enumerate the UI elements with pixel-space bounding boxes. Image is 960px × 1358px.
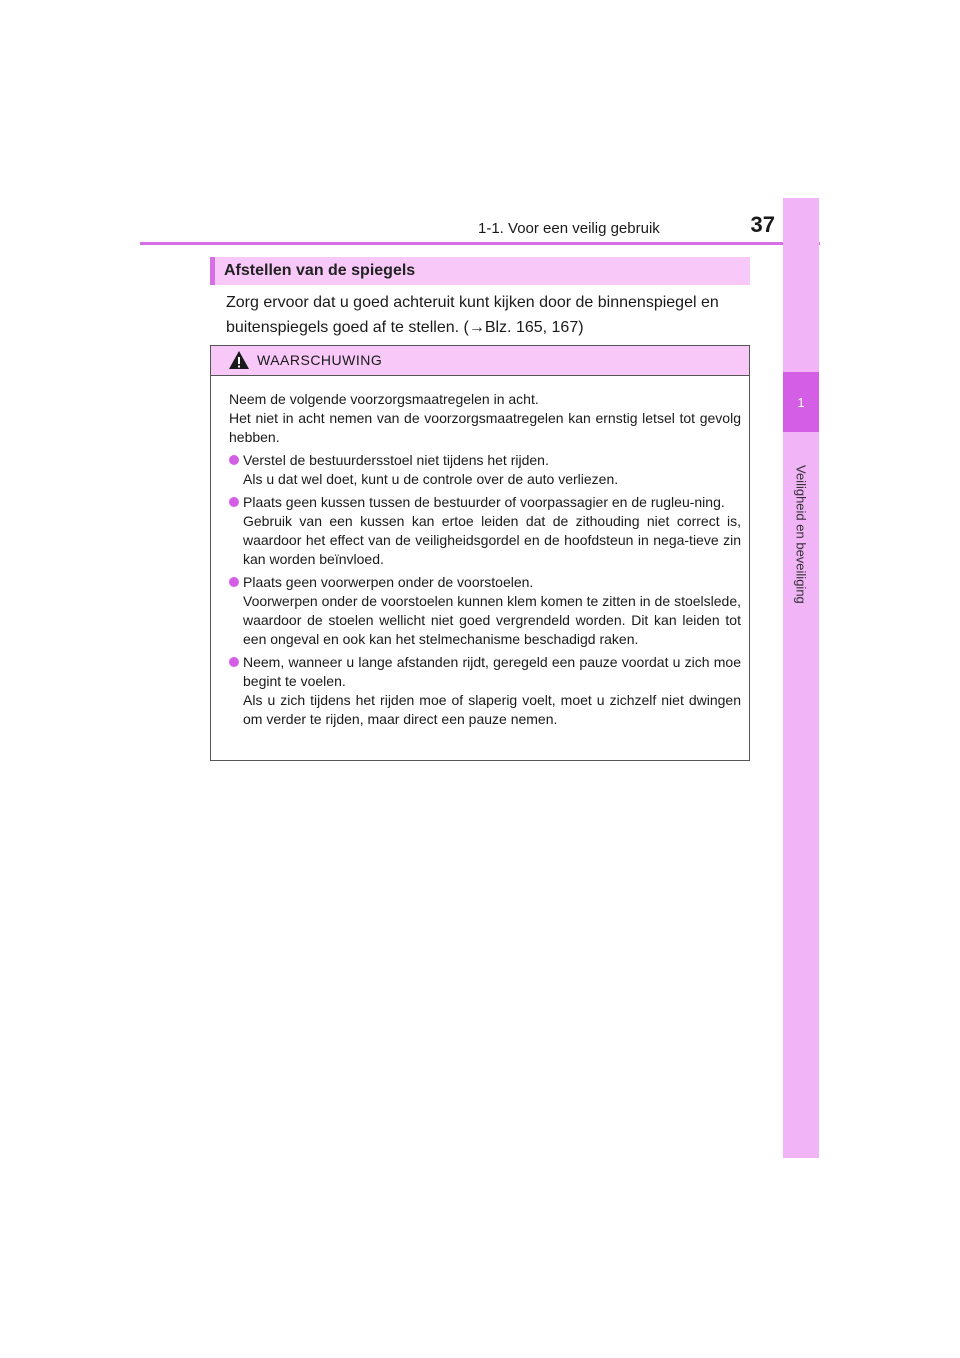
warning-list-item xyxy=(229,493,741,569)
warning-intro-line: Neem de volgende voorzorgsmaatregelen in acht. xyxy=(229,391,539,407)
warning-item-text: Plaats geen kussen tussen de bestuurder of voorpassagier en de rugleu-ning. xyxy=(243,494,725,510)
section-intro xyxy=(226,290,748,340)
warning-list-item xyxy=(229,573,741,649)
intro-line: Zorg ervoor dat u goed achteruit kunt kijken door de binnenspiegel en xyxy=(226,294,719,311)
warning-item-text: Plaats geen voorwerpen onder de voorstoelen. xyxy=(243,574,534,590)
warning-title: WAARSCHUWING xyxy=(257,352,383,368)
warning-list-item xyxy=(229,653,741,729)
warning-item-text: Gebruik van een kussen kan ertoe leiden dat de zithouding niet correct is, waardoor het effect van de veiligheidsgordel en de hoofdsteun in nega-tieve zin kan worden beïnvloed. xyxy=(243,513,741,567)
warning-body xyxy=(211,376,749,729)
warning-triangle-icon xyxy=(228,350,250,370)
section-heading: Afstellen van de spiegels xyxy=(210,257,750,285)
chapter-side-tab xyxy=(783,198,819,1158)
warning-intro-line: Het niet in acht nemen van de voorzorgsmaatregelen kan ernstig letsel tot gevolg hebben. xyxy=(229,410,741,445)
chapter-number-tab: 1 xyxy=(783,372,819,432)
header-rule xyxy=(140,242,820,245)
heading-accent-bar xyxy=(210,257,215,285)
bullet-dot-icon xyxy=(229,455,239,465)
warning-header xyxy=(211,346,749,376)
warning-item-text: Als u zich tijdens het rijden moe of slaperig voelt, moet u zichzelf niet dwingen om verder te rijden, maar direct een pauze nemen. xyxy=(243,692,741,727)
warning-item-text: Voorwerpen onder de voorstoelen kunnen klem komen te zitten in de stoelslede, waardoor de stoelen wellicht niet goed vergrendeld worden. Dit kan leiden tot een ongeval en ook kan het stelmechanisme beschadigd raken. xyxy=(243,593,741,647)
intro-line: buitenspiegels goed af te stellen. (→Blz. 165, 167) xyxy=(226,319,584,336)
warning-item-text: Als u dat wel doet, kunt u de controle over de auto verliezen. xyxy=(243,471,619,487)
warning-item-text: Verstel de bestuurdersstoel niet tijdens het rijden. xyxy=(243,452,549,468)
bullet-dot-icon xyxy=(229,577,239,587)
page-number: 37 xyxy=(750,212,775,237)
section-path: 1-1. Voor een veilig gebruik xyxy=(478,220,660,237)
chapter-title-label: Veiligheid en beveiliging xyxy=(793,465,809,604)
warning-item-text: Neem, wanneer u lange afstanden rijdt, geregeld een pauze voordat u zich moe begint te voelen. xyxy=(243,654,741,689)
bullet-dot-icon xyxy=(229,657,239,667)
warning-list-item xyxy=(229,451,741,489)
warning-intro xyxy=(229,390,741,447)
warning-box xyxy=(210,345,750,761)
bullet-dot-icon xyxy=(229,497,239,507)
